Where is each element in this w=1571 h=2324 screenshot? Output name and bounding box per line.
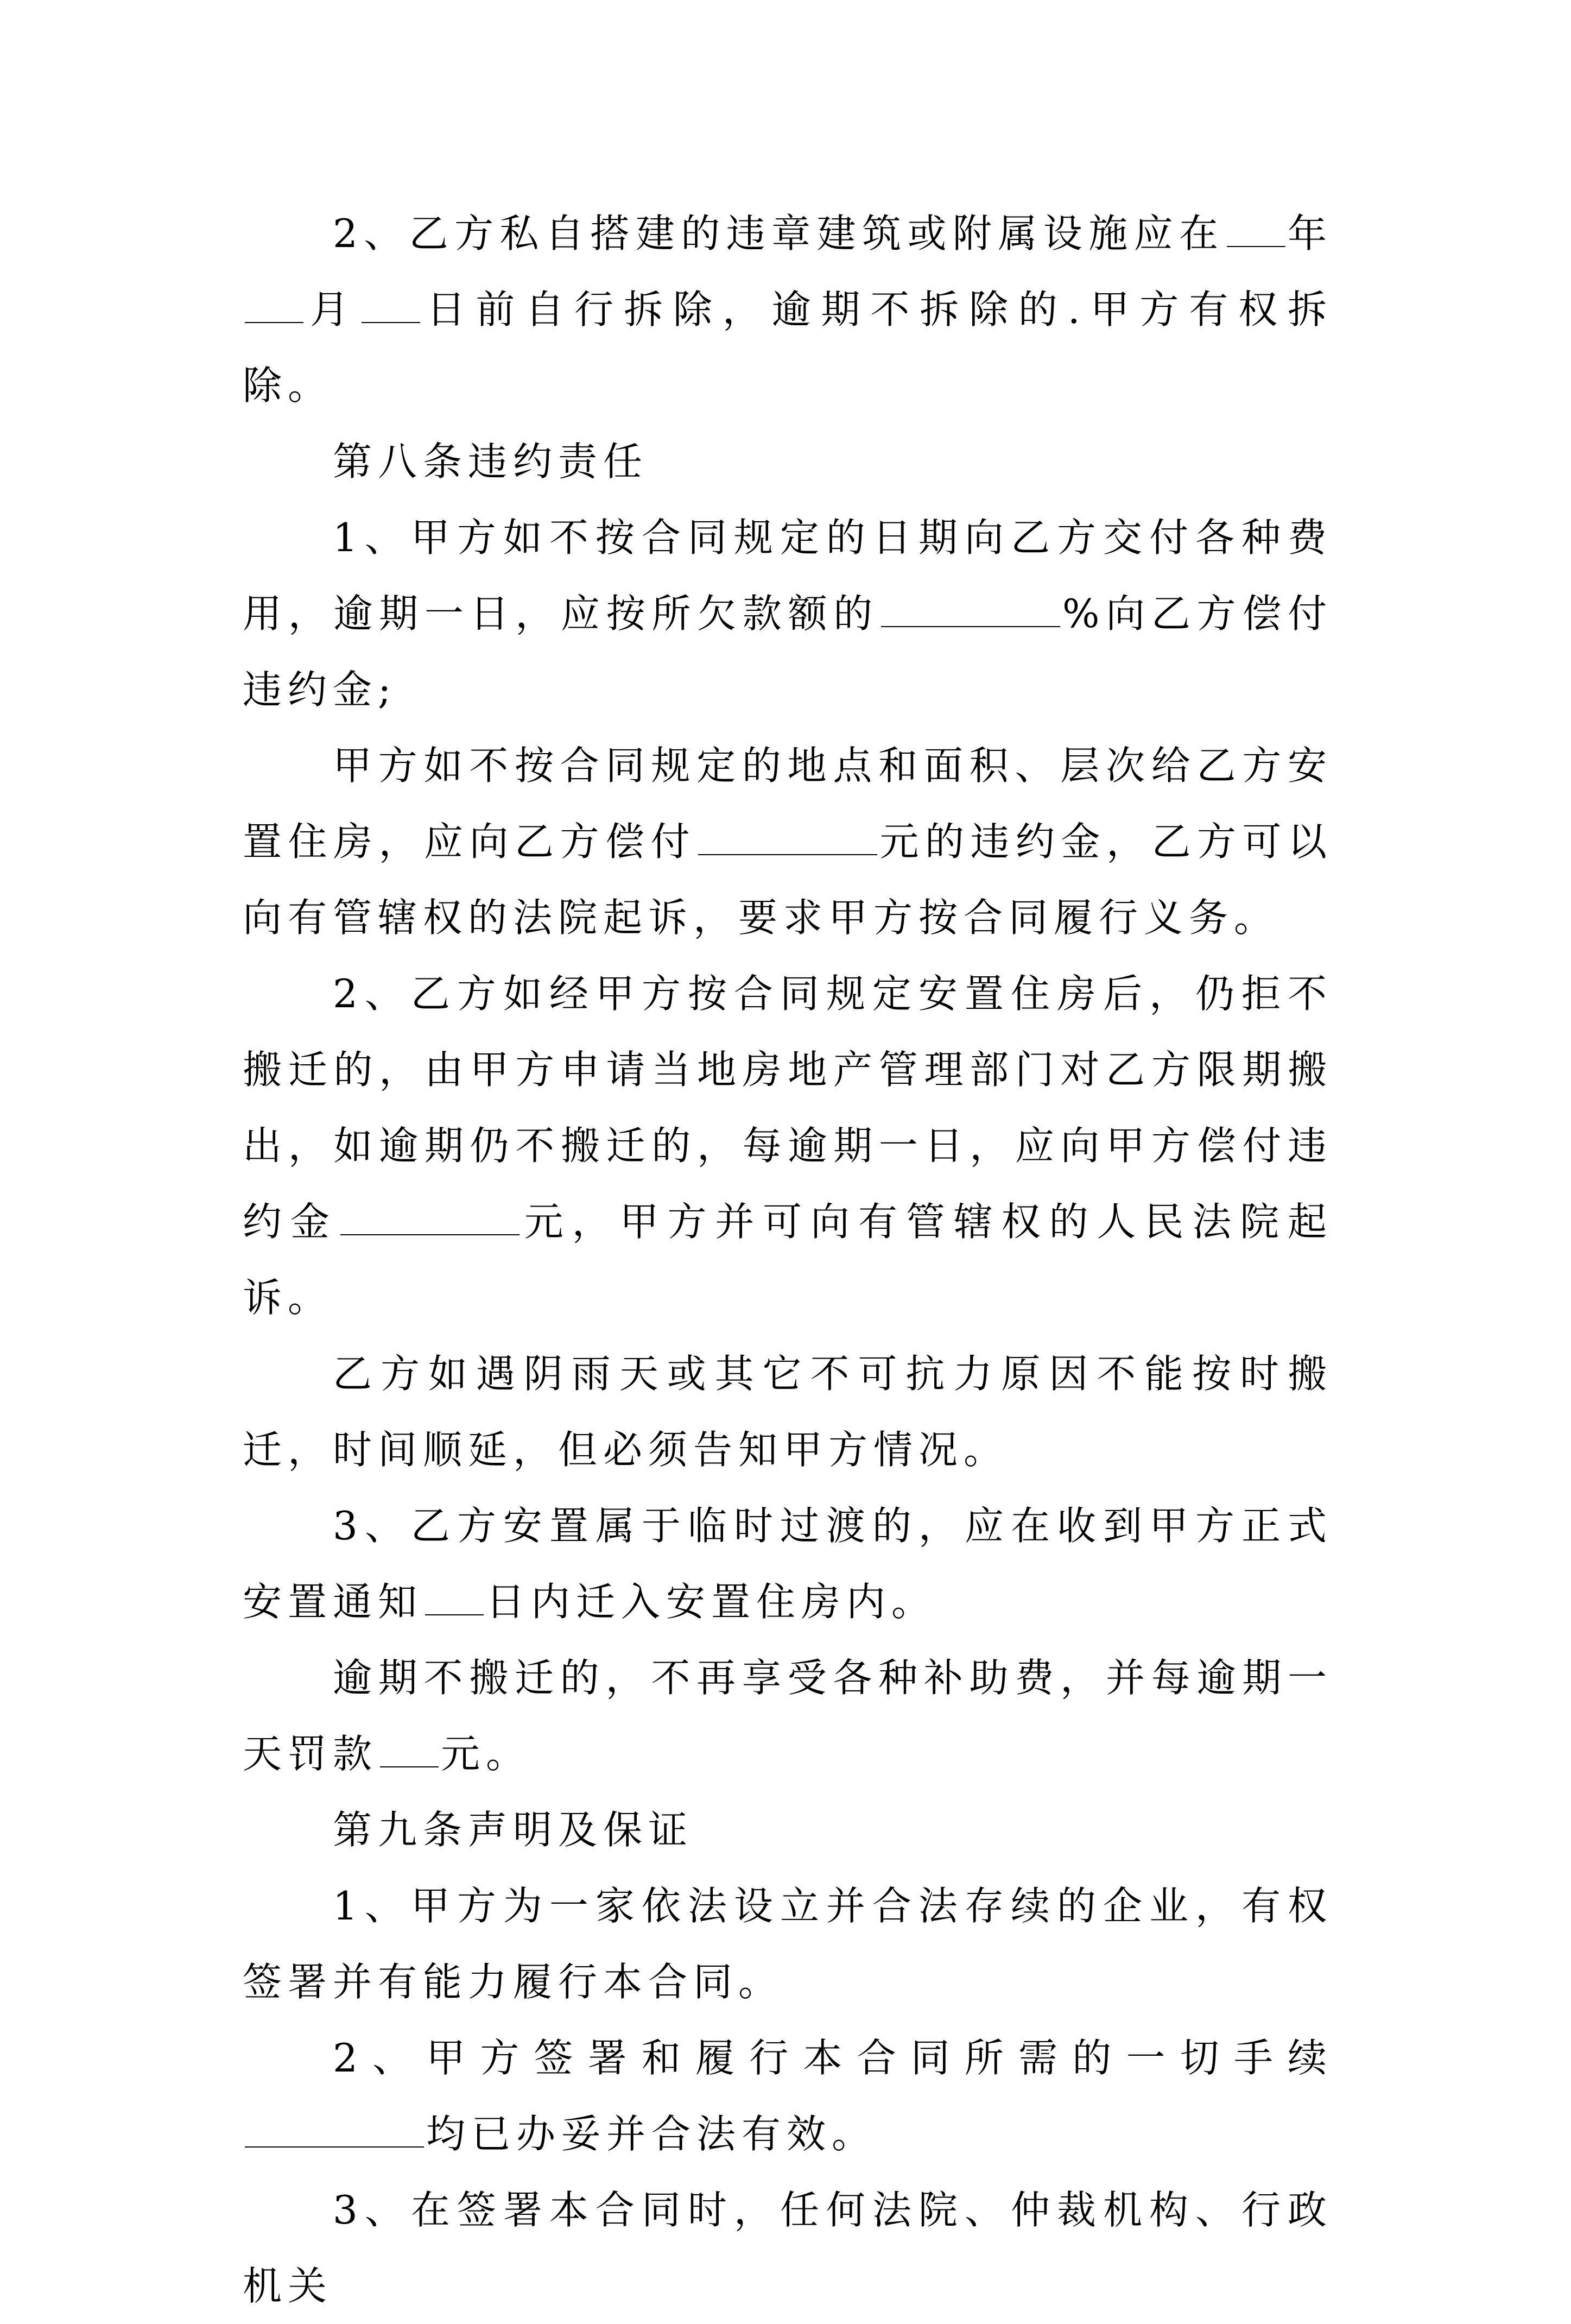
text-segment: 年 [1287, 211, 1333, 256]
clause-9-item-3: 3、在签署本合同时，任何法院、仲裁机构、行政机关 [243, 2187, 1333, 2309]
text-segment: 月 [306, 287, 359, 332]
clause-8-item-3-cont [243, 1640, 1333, 1792]
blank-fine [380, 1733, 439, 1767]
article-8-heading: 第八条违约责任 [333, 439, 649, 484]
clause-9-item-2 [243, 2020, 1333, 2172]
blank-day [362, 288, 420, 323]
article-9-heading: 第九条声明及保证 [333, 1807, 694, 1853]
text-segment: 甲方如不按合同规定的地点和面积、层次给乙方安置住房，应向乙方偿付 [243, 743, 1333, 864]
blank-year [1227, 212, 1285, 247]
text-segment: 元，甲方并可向有管辖权的人民法院起诉。 [243, 1199, 1333, 1321]
text-segment: 元的违约金，乙方可以向有管辖权的法院起诉，要求甲方按合同履行义务。 [243, 819, 1333, 940]
text-segment: 日前自行拆除，逾期不拆除的.甲方有权拆除。 [243, 287, 1333, 408]
clause-8-item-3 [243, 1488, 1333, 1640]
text-segment: 日内迁入安置住房内。 [486, 1579, 937, 1625]
blank-penalty [340, 1201, 520, 1235]
clause-7-item-2 [243, 195, 1333, 424]
blank-amount [698, 820, 877, 855]
text-segment: %向乙方偿付违约金; [243, 591, 1333, 712]
text-segment: 2、乙方私自搭建的违章建筑或附属设施应在 [333, 211, 1225, 256]
blank-percent [881, 592, 1060, 627]
blank-procedures [245, 2113, 424, 2148]
clause-8-item-2 [243, 956, 1333, 1336]
text-segment: 逾期不搬迁的，不再享受各种补助费，并每逾期一天罚款 [243, 1655, 1333, 1777]
text-segment: 1、甲方如不按合同规定的日期向乙方交付各种费用，逾期一日，应按所欠款额的 [243, 515, 1333, 636]
clause-8-item-1-cont [243, 728, 1333, 956]
clause-8-item-1 [243, 500, 1333, 728]
document-page [243, 195, 1333, 2324]
text-segment: 均已办妥并合法有效。 [426, 2111, 877, 2157]
blank-month [245, 288, 303, 323]
clause-9-item-1: 1、甲方为一家依法设立并合法存续的企业，有权签署并有能力履行本合同。 [243, 1883, 1333, 2005]
text-segment: 2、乙方如经甲方按合同规定安置住房后，仍拒不搬迁的，由甲方申请当地房地产管理部门对乙方限期搬出，如逾期仍不搬迁的，每逾期一日，应向甲方偿付违约金 [243, 971, 1333, 1245]
text-segment: 元。 [441, 1731, 531, 1777]
blank-days [425, 1581, 484, 1615]
clause-8-item-2-cont: 乙方如遇阴雨天或其它不可抗力原因不能按时搬迁，时间顺延，但必须告知甲方情况。 [243, 1351, 1333, 1473]
text-segment: 3、乙方安置属于临时过渡的，应在收到甲方正式安置通知 [243, 1503, 1333, 1625]
text-segment: 2、甲方签署和履行本合同所需的一切手续 [333, 2035, 1333, 2081]
